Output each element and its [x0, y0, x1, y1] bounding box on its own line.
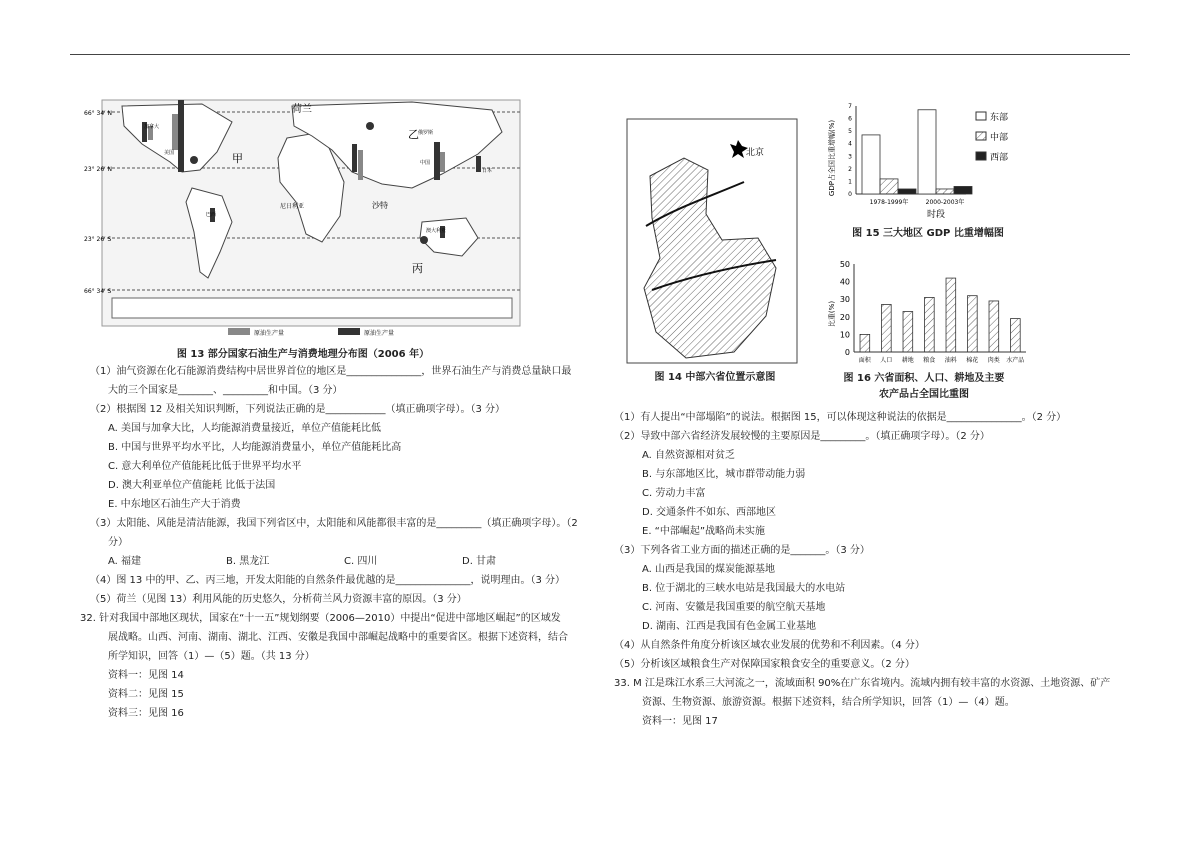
lat-label-3: 23° 26′ S	[84, 236, 112, 243]
fig15-ytick: 1	[848, 178, 852, 186]
q33-intro-b: 资源、生物资源、旅游资源。根据下述资料，结合所学知识，回答（1）—（4）题。	[642, 697, 1015, 708]
figure-14	[626, 118, 798, 364]
q32-2-b: B. 与东部地区比，城市群带动能力弱	[642, 469, 806, 480]
gdp-chart	[826, 98, 1036, 220]
q31-2-d: D. 澳大利亚单位产值能耗 比低于法国	[108, 480, 276, 491]
figure-13	[82, 92, 524, 340]
fig16-category-label: 人口	[880, 357, 893, 364]
fig15-legend-west: 西部	[990, 153, 1009, 163]
fig16-ytick: 20	[839, 312, 850, 322]
header-rule	[70, 54, 1130, 55]
figure-16	[826, 256, 1036, 368]
place-label-yi: 乙	[408, 128, 419, 141]
q31-2-b: B. 中国与世界平均水平比，人均能源消费量小，单位产值能耗比高	[108, 442, 402, 453]
q32-2: （2）导致中部六省经济发展较慢的主要原因是_________。（填正确项字母）。（2 分）	[614, 431, 990, 442]
fig15-bar	[898, 189, 916, 194]
q32-2-a: A. 自然资源相对贫乏	[642, 450, 736, 461]
q32-material-3: 资料三：见图 16	[108, 708, 184, 719]
fig16-ylabel: 比重(%)	[828, 300, 836, 328]
fig15-category-label: 1978-1999年	[869, 199, 909, 206]
country-label-usa: 美国	[164, 150, 175, 156]
country-label-brazil: 巴西	[206, 212, 217, 218]
place-label-bing: 丙	[412, 262, 423, 275]
fig16-ytick: 30	[839, 295, 850, 305]
q32-2-c: C. 劳动力丰富	[642, 488, 706, 499]
place-label-saudi: 沙特	[372, 201, 388, 210]
world-map	[82, 92, 524, 340]
q31-3b: 分）	[108, 537, 128, 548]
fig16-bar	[968, 296, 978, 352]
q31-2-a: A. 美国与加拿大比，人均能源消费量接近，单位产值能耗比低	[108, 423, 382, 434]
fig16-bar	[903, 312, 913, 352]
option-c: C. 四川	[344, 556, 378, 567]
q32-3-a: A. 山西是我国的煤炭能源基地	[642, 564, 776, 575]
q32-2-d: D. 交通条件不如东、西部地区	[642, 507, 777, 518]
q32-intro-b: 展战略。山西、河南、湖南、湖北、江西、安徽是我国中部崛起战略中的重要省区。根据下述资料，结合	[108, 632, 568, 643]
fig15-bar	[936, 189, 954, 194]
fig15-ytick: 2	[848, 165, 852, 173]
fig15-legend-central: 中部	[990, 133, 1009, 143]
fig15-xlabel: 时段	[926, 210, 946, 220]
q31-1a: （1）油气资源在化石能源消费结构中居世界首位的地区是_______________，世界石油生产与消费总量缺口最	[90, 366, 572, 377]
figure-14-caption: 图 14 中部六省位置示意图	[654, 372, 776, 383]
q31-2-c: C. 意大利单位产值能耗比低于世界平均水平	[108, 461, 302, 472]
q32-4: （4）从自然条件角度分析该区域农业发展的优势和不利因素。（4 分）	[614, 640, 925, 651]
q32-material-1: 资料一：见图 14	[108, 670, 184, 681]
fig16-category-label: 油料	[944, 357, 957, 364]
figure-13-caption: 图 13 部分国家石油生产与消费地理分布图（2006 年）	[176, 349, 430, 360]
fig16-ytick: 0	[844, 348, 850, 357]
q32-intro-c: 所学知识，回答（1）—（5）题。（共 13 分）	[108, 651, 315, 662]
q32-material-2: 资料二：见图 15	[108, 689, 184, 700]
q31-2: （2）根据图 12 及相关知识判断，下列说法正确的是____________（填正确项字母）。（3 分）	[90, 404, 505, 415]
q32-5: （5）分析该区域粮食生产对保障国家粮食安全的重要意义。（2 分）	[614, 659, 915, 670]
fig16-category-label: 棉花	[966, 357, 979, 364]
beijing-label: 北京	[746, 148, 765, 158]
fig16-bar	[925, 297, 935, 352]
q32-3-c: C. 河南、安徽是我国重要的航空航天基地	[642, 602, 826, 613]
q31-5: （5）荷兰（见图 13）利用风能的历史悠久，分析荷兰风力资源丰富的原因。（3 分）	[90, 594, 467, 605]
right-column	[614, 408, 1134, 731]
q32-2-e: E. “中部崛起”战略尚未实施	[642, 526, 766, 537]
fig15-ytick: 7	[848, 103, 852, 110]
figure-16-caption	[826, 371, 1022, 403]
country-label-china: 中国	[420, 160, 431, 166]
q31-1b: 大的三个国家是_______、_________和中国。（3 分）	[108, 385, 343, 396]
q31-2-e: E. 中东地区石油生产大于消费	[108, 499, 241, 510]
figure-15-caption: 图 15 三大地区 GDP 比重增幅图	[852, 228, 1004, 239]
fig16-category-label: 耕地	[901, 357, 914, 364]
lat-label-4: 66° 34′ S	[84, 288, 112, 295]
q32-3-d: D. 湖南、江西是我国有色金属工业基地	[642, 621, 817, 632]
fig15-bar	[918, 110, 936, 194]
fig16-bar	[989, 301, 999, 352]
country-label-nigeria: 尼日利亚	[280, 203, 305, 210]
country-label-canada: 加拿大	[144, 124, 160, 130]
fig16-ytick: 10	[839, 330, 850, 340]
fig16-category-label: 肉类	[987, 357, 1000, 364]
fig16-category-label: 面积	[858, 357, 871, 364]
q31-3-options	[80, 552, 600, 571]
fig15-ytick: 0	[848, 191, 852, 198]
place-label-holland: 荷兰	[292, 104, 312, 115]
q31-3a: （3）太阳能、风能是清洁能源，我国下列省区中，太阳能和风能都很丰富的是_________（填正确项字母）。（2	[90, 518, 578, 529]
fig16-ytick: 40	[839, 277, 850, 287]
q33-intro-a: 33. M 江是珠江水系三大河流之一，流域面积 90%在广东省境内。流域内拥有较丰富的水资源、土地资源、矿产	[614, 678, 1111, 689]
figure-16-caption-line2: 农产品占全国比重图	[879, 389, 969, 400]
fig15-ytick: 4	[848, 140, 852, 148]
figure-15	[826, 98, 1036, 220]
fig16-category-label: 水产品	[1006, 357, 1025, 364]
fig16-ytick: 50	[839, 260, 850, 269]
fig16-bar	[882, 304, 892, 352]
fig16-bar	[860, 334, 870, 352]
fig16-bar	[1011, 319, 1021, 352]
legend-label-1: 原油生产量	[254, 330, 285, 337]
option-a: A. 福建	[108, 556, 142, 567]
fig15-ytick: 3	[848, 153, 852, 161]
fig15-ytick: 5	[848, 128, 852, 136]
q32-3-b: B. 位于湖北的三峡水电站是我国最大的水电站	[642, 583, 846, 594]
legend-label-2: 原油生产量	[364, 330, 395, 337]
q32-1: （1）有人提出“中部塌陷”的说法。根据图 15，可以体现这种说法的依据是_______________。（2 分）	[614, 412, 1067, 423]
fig15-bar	[954, 186, 972, 194]
fig15-bar	[862, 135, 880, 194]
lat-label-1: 66° 34′ N	[84, 110, 112, 117]
q32-intro-a: 32. 针对我国中部地区现状，国家在“十一五”规划纲要（2006—2010）中提出“促进中部地区崛起”的区域发	[80, 613, 561, 624]
option-d: D. 甘肃	[462, 556, 497, 567]
q33-material-1: 资料一：见图 17	[642, 716, 718, 727]
q31-4: （4）图 13 中的甲、乙、丙三地，开发太阳能的自然条件最优越的是_______________，说明理由。（3 分）	[90, 575, 565, 586]
fig15-ytick: 6	[848, 115, 852, 123]
fig15-ylabel: GDP占全国比重增幅(%)	[828, 119, 836, 197]
country-label-japan: 日本	[482, 168, 493, 174]
place-label-jia: 甲	[232, 152, 243, 165]
fig16-category-label: 粮食	[923, 357, 936, 364]
country-label-australia: 澳大利亚	[426, 228, 447, 234]
option-b: B. 黑龙江	[226, 556, 270, 567]
fig15-bar	[880, 179, 898, 194]
fig15-category-label: 2000-2003年	[925, 199, 965, 206]
share-chart	[826, 256, 1036, 368]
figure-16-caption-line1: 图 16 六省面积、人口、耕地及主要	[843, 373, 1005, 384]
q32-3: （3）下列各省工业方面的描述正确的是_______。（3 分）	[614, 545, 870, 556]
left-column	[80, 362, 600, 723]
fig15-legend-east: 东部	[990, 113, 1009, 123]
fig16-bar	[946, 278, 956, 352]
lat-label-2: 23° 26′ N	[84, 166, 112, 173]
country-label-russia: 俄罗斯	[418, 130, 434, 136]
